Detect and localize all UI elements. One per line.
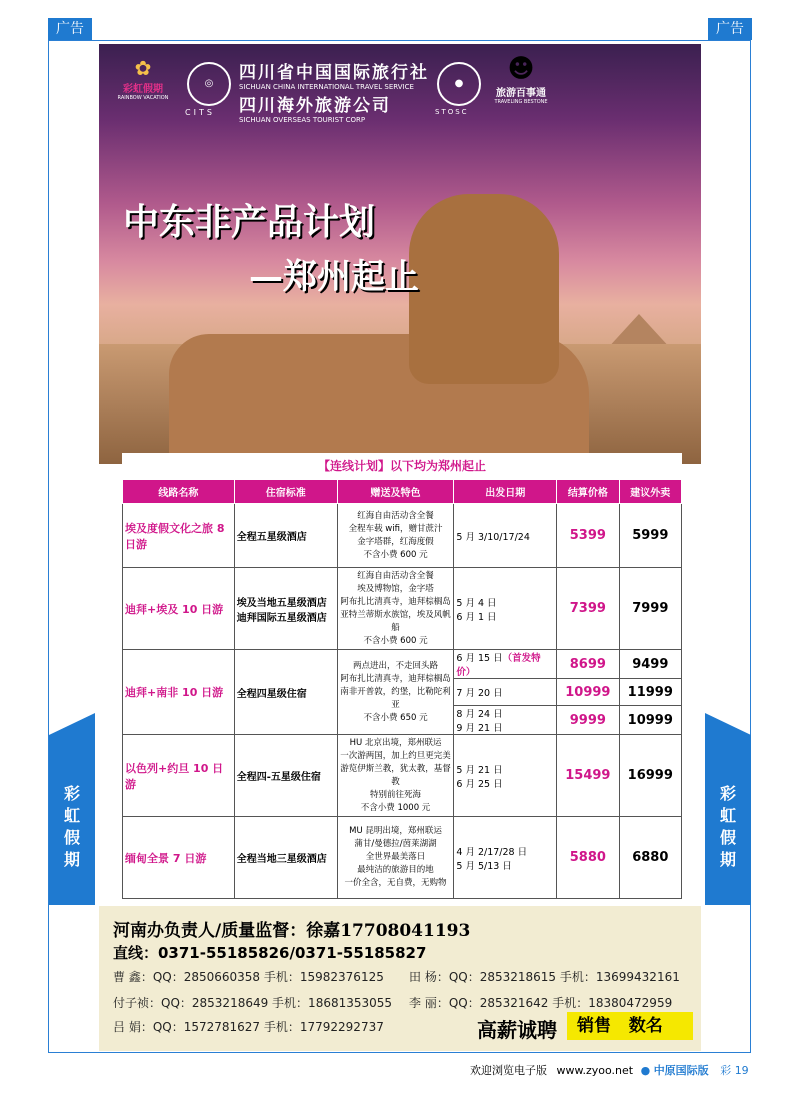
globe-icon: ◎ <box>187 62 231 106</box>
stosc-text: STOSC <box>435 108 469 116</box>
feature-line: 蒲甘/曼德拉/茵莱湖湖 <box>354 839 437 849</box>
recruit-role-text: 销售 数名 <box>577 1016 663 1036</box>
footer-site[interactable]: www.zyoo.net <box>556 1064 634 1077</box>
col-route: 线路名称 <box>123 480 235 504</box>
contact-panel <box>99 906 701 1051</box>
feature-line: 一次游两国，加上约旦更完美 <box>340 750 451 761</box>
departure-date <box>454 706 557 735</box>
side-tab-text-right: 彩 虹 假 期 <box>719 784 736 869</box>
footer <box>470 1062 749 1078</box>
departure-date-text: 5 月 4 日 6 月 1 日 <box>456 597 497 623</box>
contact-row: 曹 鑫：QQ：2850660358 手机：15982376125 <box>113 970 384 984</box>
mascot-logo-sub: TRAVELING BESTONE <box>494 99 548 105</box>
logo-bar <box>109 52 549 122</box>
feature-line: MU 昆明出境，郑州联运 <box>349 826 442 836</box>
settle-price: 9999 <box>557 706 619 735</box>
feature-line: 阿布扎比清真寺，迪拜棕榈岛 <box>340 673 451 684</box>
ad-label-right: 广告 <box>708 18 752 40</box>
org-name-en: SICHUAN CHINA INTERNATIONAL TRAVEL SERVICE <box>239 83 414 91</box>
suggested-price: 16999 <box>619 735 681 817</box>
departure-date-text: 7 月 20 日 <box>456 688 503 699</box>
departure-date-text: 4 月 2/17/28 日 5 月 5/13 日 <box>456 846 528 872</box>
col-features: 赠送及特色 <box>337 480 454 504</box>
feature-line: 全程车载 wifi，赠甘蔗汁 <box>348 523 443 534</box>
departure-date <box>454 504 557 568</box>
settle-price: 5880 <box>557 817 619 899</box>
footer-page: 19 <box>734 1064 749 1077</box>
departure-date-text: 8 月 24 日 9 月 21 日 <box>456 709 503 734</box>
table-row <box>123 504 682 568</box>
rainbow-logo-text: 彩虹假期 <box>123 84 163 95</box>
footer-section: 彩 <box>720 1064 732 1077</box>
feature-line: HU 北京出境，郑州联运 <box>349 737 442 748</box>
feature-line: 不含小费 650 元 <box>363 712 428 723</box>
contact-row: 吕 娟：QQ：1572781627 手机：17792292737 <box>113 1020 384 1034</box>
hotline-line: 直线：0371-55185826/0371-55185827 <box>113 944 427 962</box>
settle-price: 5399 <box>557 504 619 568</box>
departure-date-text: 5 月 21 日 6 月 25 日 <box>456 764 503 790</box>
side-tab-right <box>705 735 751 905</box>
feature-line: 一价全含，无自费，无购物 <box>344 878 447 888</box>
mascot-icon: ☻ <box>507 54 535 84</box>
route-features <box>337 817 454 899</box>
settle-price: 7399 <box>557 568 619 650</box>
route-features <box>337 650 454 735</box>
departure-date-text: 6 月 15 日 <box>456 653 503 664</box>
feature-line: 不含小费 1000 元 <box>360 802 431 813</box>
suggested-price: 7999 <box>619 568 681 650</box>
route-name: 以色列+约旦 10 日游 <box>123 735 235 817</box>
route-features <box>337 504 454 568</box>
suggested-price: 5999 <box>619 504 681 568</box>
route-features <box>337 568 454 650</box>
org2-name-en: SICHUAN OVERSEAS TOURIST CORP <box>239 116 366 124</box>
recruit-heading: 高薪诚聘 <box>477 1018 557 1042</box>
feature-line: 红海自由活动含全餐 <box>357 510 434 521</box>
side-tab-left <box>49 735 95 905</box>
suggested-price: 10999 <box>619 706 681 735</box>
headline-main: 中东非产品计划 <box>123 201 376 243</box>
edition-icon: ● <box>640 1064 651 1077</box>
feature-line: 南非开普敦，约堡，比勒陀利亚 <box>340 686 451 710</box>
table-row <box>123 735 682 817</box>
hotel-standard: 埃及当地五星级酒店 迪拜国际五星级酒店 <box>234 568 337 650</box>
table-header-row <box>123 480 682 504</box>
hero-banner <box>99 44 701 464</box>
recruit-role <box>567 1012 693 1040</box>
org2-name-cn: 四川海外旅游公司 <box>239 96 391 116</box>
hotel-standard: 全程当地三星级酒店 <box>234 817 337 899</box>
contact-row: 李 丽：QQ：285321642 手机：18380472959 <box>409 996 673 1010</box>
route-name: 埃及度假文化之旅 8 日游 <box>123 504 235 568</box>
mascot-logo-text: 旅游百事通 <box>496 88 546 99</box>
suggested-price: 9499 <box>619 650 681 679</box>
departure-date <box>454 817 557 899</box>
col-sell: 建议外卖 <box>619 480 681 504</box>
departure-date <box>454 650 557 679</box>
feature-line: 特别前往死海 <box>370 789 422 800</box>
departure-date <box>454 679 557 706</box>
route-features <box>337 735 454 817</box>
suggested-price: 6880 <box>619 817 681 899</box>
org-block <box>239 58 429 124</box>
route-name: 迪拜+埃及 10 日游 <box>123 568 235 650</box>
feature-line: 亚特兰蒂斯水族馆，埃及风帆船 <box>340 609 451 633</box>
route-name: 迪拜+南非 10 日游 <box>123 650 235 735</box>
footer-welcome: 欢迎浏览电子版 <box>470 1064 547 1077</box>
headline-sub: —郑州起止 <box>249 257 419 297</box>
rainbow-logo <box>113 56 173 101</box>
feature-line: 游览伊斯兰教，犹太教，基督教 <box>340 763 451 787</box>
contact-row: 付子祯：QQ：2853218649 手机：18681353055 <box>113 996 393 1010</box>
rainbow-logo-icon: ✿ <box>134 56 152 80</box>
col-price: 结算价格 <box>557 480 619 504</box>
feature-line: 两点进出，不走回头路 <box>353 660 439 671</box>
col-hotel: 住宿标准 <box>234 480 337 504</box>
table-row <box>123 817 682 899</box>
feature-line: 最纯洁的旅游目的地 <box>357 865 434 875</box>
feature-line: 全世界最美落日 <box>365 852 426 862</box>
panda-icon: ● <box>437 62 481 106</box>
cits-text: CITS <box>185 108 215 117</box>
feature-line: 阿布扎比清真寺，迪拜棕榈岛 <box>340 596 451 607</box>
hotel-standard: 全程四星级住宿 <box>234 650 337 735</box>
org-name-cn: 四川省中国国际旅行社 <box>239 63 429 83</box>
table-title: 【连线计划】以下均为郑州起止 <box>317 459 486 473</box>
departure-date-text: 5 月 3/10/17/24 <box>456 531 530 543</box>
feature-line: 不含小费 600 元 <box>363 635 428 646</box>
route-name: 缅甸全景 7 日游 <box>123 817 235 899</box>
itinerary-table <box>122 479 682 899</box>
feature-line: 金字塔群，红海度假 <box>357 536 434 547</box>
settle-price: 8699 <box>557 650 619 679</box>
special-offer-tag: （首发特价） <box>456 653 541 678</box>
contact-row: 田 杨：QQ：2853218615 手机：13699432161 <box>409 970 680 984</box>
feature-line: 红海自由活动含全餐 <box>357 570 434 581</box>
sphinx-head <box>409 194 559 384</box>
suggested-price: 11999 <box>619 679 681 706</box>
settle-price: 15499 <box>557 735 619 817</box>
feature-line: 埃及博物馆，金字塔 <box>357 583 434 594</box>
footer-edition: 中原国际版 <box>653 1064 709 1077</box>
hotel-standard: 全程四-五星级住宿 <box>234 735 337 817</box>
ad-label-left: 广告 <box>48 18 92 40</box>
itinerary-table-box <box>122 453 682 898</box>
rainbow-logo-sub: RAINBOW VACATION <box>117 95 169 101</box>
hotel-standard: 全程五星级酒店 <box>234 504 337 568</box>
table-row <box>123 568 682 650</box>
departure-date <box>454 735 557 817</box>
departure-date <box>454 568 557 650</box>
table-row <box>123 650 682 679</box>
manager-line: 河南办负责人/质量监督：徐嘉17708041193 <box>113 921 471 941</box>
side-tab-text-left: 彩 虹 假 期 <box>63 784 80 869</box>
feature-line: 不含小费 600 元 <box>363 549 428 560</box>
mascot-logo <box>491 54 551 105</box>
col-dates: 出发日期 <box>454 480 557 504</box>
settle-price: 10999 <box>557 679 619 706</box>
